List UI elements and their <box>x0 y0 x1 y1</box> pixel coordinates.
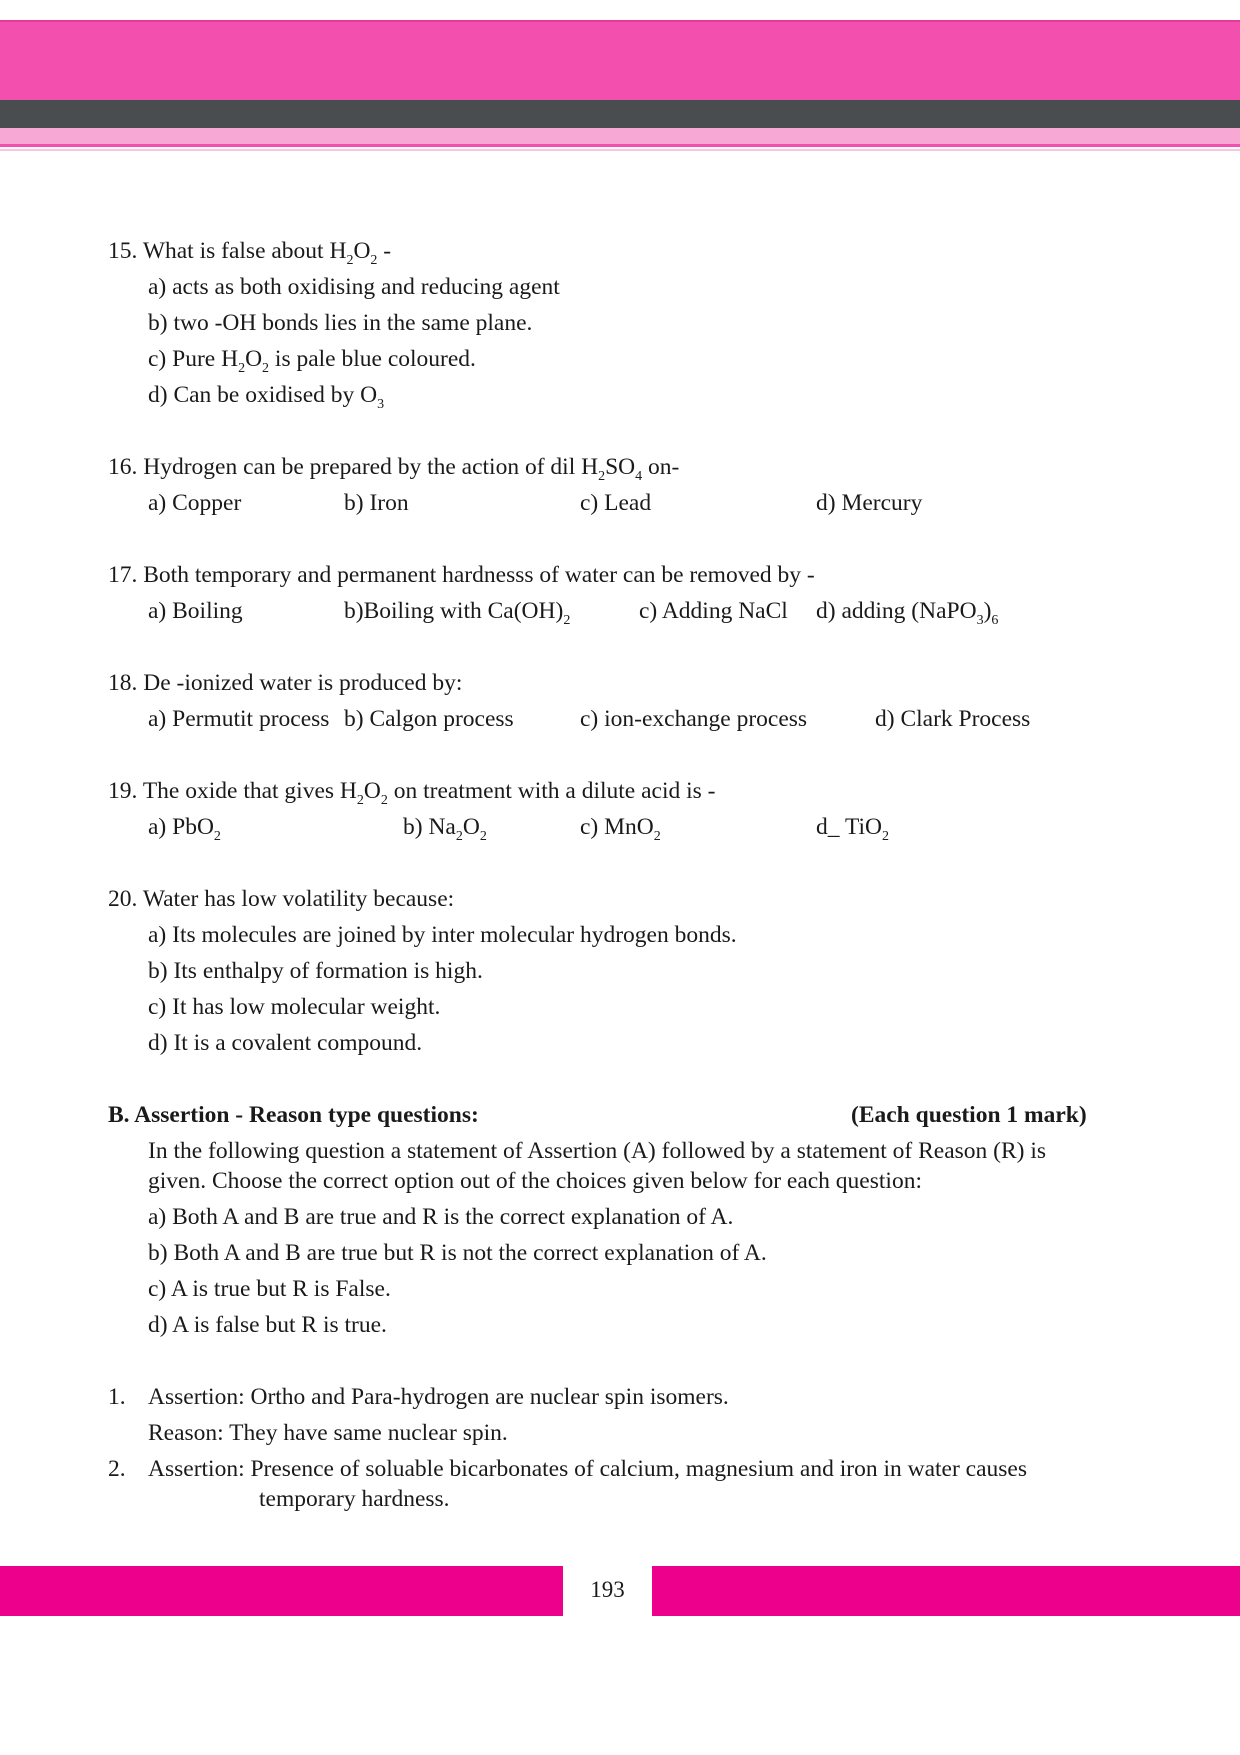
question-19: 19. The oxide that gives $H_2O_2$ on treatment with a dilute acid is - <box>108 778 716 808</box>
q18-option-a: a) Permutit process <box>148 706 330 732</box>
section-b-title: B. Assertion - Reason type questions: <box>108 1102 479 1128</box>
question-20: 20. Water has low volatility because: <box>108 886 455 912</box>
q16-option-a: a) Copper <box>148 490 242 516</box>
question-17: 17. Both temporary and permanent hardnesss of water can be removed by - <box>108 562 815 588</box>
q17-option-b: b)Boiling with $Ca(OH)_2$ <box>344 598 571 628</box>
ar2-assertion: Assertion: Presence of soluable bicarbonates of calcium, magnesium and iron in water causes <box>148 1456 1028 1482</box>
footer-right-bar <box>652 1566 1240 1616</box>
page-number: 193 <box>590 1577 625 1602</box>
q18-option-b: b) Calgon process <box>344 706 514 732</box>
header-accent-line <box>0 144 1240 147</box>
q18-option-d: d) Clark Process <box>875 706 1031 732</box>
q18-option-c: c) ion-exchange process <box>580 706 808 732</box>
question-18: 18. De -ionized water is produced by: <box>108 670 463 696</box>
footer-left-bar <box>0 1566 563 1616</box>
q15-option-a: a) acts as both oxidising and reducing agent <box>148 274 560 300</box>
q19-option-a: a) PbO$_2$ <box>148 814 221 844</box>
q16-option-d: d) Mercury <box>816 490 923 516</box>
section-b-intro-line-2: given. Choose the correct option out of the choices given below for each question: <box>148 1168 922 1194</box>
ar2-number: 2. <box>108 1456 126 1482</box>
q17-option-c: c) Adding NaCl <box>639 598 788 624</box>
q17-option-d: d) adding $(NaPO_3)_6$ <box>816 598 999 628</box>
header-pink-band <box>0 20 1240 102</box>
ar1-reason: Reason: They have same nuclear spin. <box>148 1420 508 1446</box>
q19-option-d: d_ TiO$_2$ <box>816 814 889 844</box>
q20-option-a: a) Its molecules are joined by inter molecular hydrogen bonds. <box>148 922 737 948</box>
ar2-assertion-continued: temporary hardness. <box>259 1486 450 1512</box>
q16-option-c: c) Lead <box>580 490 652 516</box>
header-light-band <box>0 128 1240 144</box>
question-15: 15. What is false about $H_2O_2$ - <box>108 238 392 268</box>
section-b-option-b: b) Both A and B are true but R is not the correct explanation of A. <box>148 1240 767 1266</box>
section-b-option-c: c) A is true but R is False. <box>148 1276 391 1302</box>
section-b-option-a: a) Both A and B are true and R is the correct explanation of A. <box>148 1204 734 1230</box>
q15-option-c: c) Pure $H_2O_2$ is pale blue coloured. <box>148 346 476 376</box>
q15-option-b: b) two -OH bonds lies in the same plane. <box>148 310 533 336</box>
ar1-number: 1. <box>108 1384 126 1410</box>
q16-option-b: b) Iron <box>344 490 409 516</box>
q15-option-d: d) Can be oxidised by $O_3$ <box>148 382 385 412</box>
section-b-marks: (Each question 1 mark) <box>851 1102 1087 1128</box>
section-b-intro-line-1: In the following question a statement of Assertion (A) followed by a statement of Reason (R) is <box>148 1138 1047 1164</box>
q19-option-b: b) $Na_2O_2$ <box>403 814 487 844</box>
q20-option-b: b) Its enthalpy of formation is high. <box>148 958 483 984</box>
question-16: 16. Hydrogen can be prepared by the action of dil $H_2SO_4$ on- <box>108 454 680 484</box>
q17-option-a: a) Boiling <box>148 598 243 624</box>
header-dark-band <box>0 100 1240 128</box>
q19-option-c: c) MnO$_2$ <box>580 814 661 844</box>
section-b-option-d: d) A is false but R is true. <box>148 1312 387 1338</box>
q20-option-c: c) It has low molecular weight. <box>148 994 441 1020</box>
header-thin-line <box>0 149 1240 151</box>
ar1-assertion: Assertion: Ortho and Para-hydrogen are nuclear spin isomers. <box>148 1384 729 1410</box>
q20-option-d: d) It is a covalent compound. <box>148 1030 423 1056</box>
